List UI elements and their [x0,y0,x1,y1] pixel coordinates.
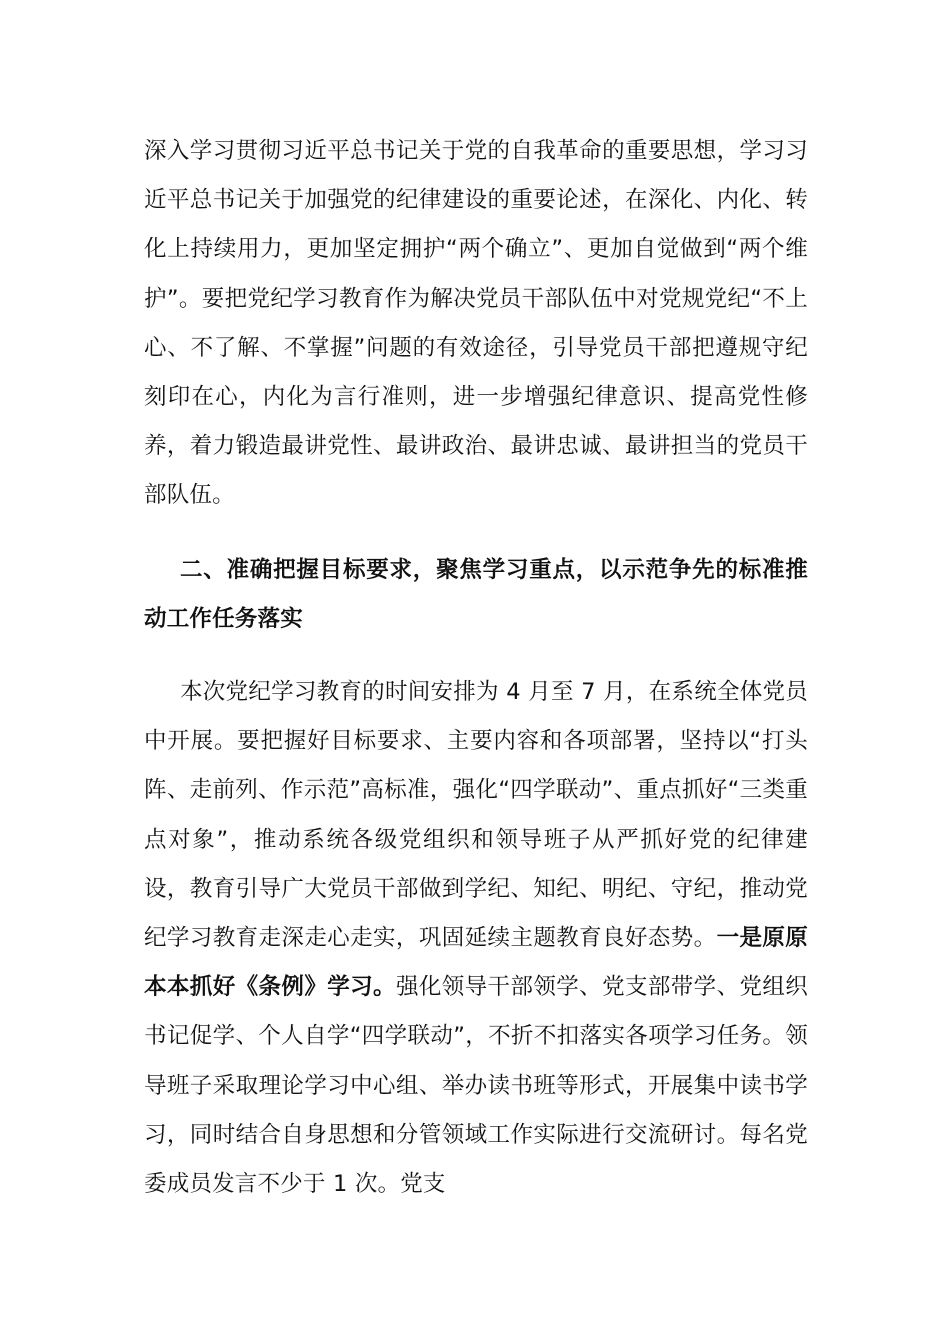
paragraph-2-bold-lead: 一是原原本本抓好《条例》学习。 [144,925,808,1001]
section-2-heading: 二、准确把握目标要求，聚焦学习重点，以示范争先的标准推动工作任务落实 [144,557,808,633]
paragraph-2 [144,668,808,1209]
paragraph-2-intro: 本次党纪学习教育的时间安排为 4 月至 7 月，在系统全体党员中开展。要把握好目标要求、主要内容和各项部署，坚持以“打头阵、走前列、作示范”高标准，强化“四学联动”、重点抓好“三类重点对象”，推动系统各级党组织和领导班子从严抓好党的纪律建设，教育引导广大党员干部做到学纪、知纪、明纪、守纪，推动党纪学习教育走深走心走实，巩固延续主题教育良好态势。 [144,679,808,952]
paragraph-1: 深入学习贯彻习近平总书记关于党的自我革命的重要思想，学习习近平总书记关于加强党的纪律建设的重要论述，在深化、内化、转化上持续用力，更加坚定拥护“两个确立”、更加自觉做到“两个维护”。要把党纪学习教育作为解决党员干部队伍中对党规党纪“不上心、不了解、不掌握”问题的有效途径，引导党员干部把遵规守纪刻印在心，内化为言行准则，进一步增强纪律意识、提高党性修养，着力锻造最讲党性、最讲政治、最讲忠诚、最讲担当的党员干部队伍。 [144,138,808,509]
paragraph-2-rest: 强化领导干部领学、党支部带学、党组织书记促学、个人自学“四学联动”，不折不扣落实各项学习任务。领导班子采取理论学习中心组、举办读书班等形式，开展集中读书学习，同时结合自身思想和分管领域工作实际进行交流研讨。每名党委成员发言不少于 1 次。党支 [144,974,808,1198]
